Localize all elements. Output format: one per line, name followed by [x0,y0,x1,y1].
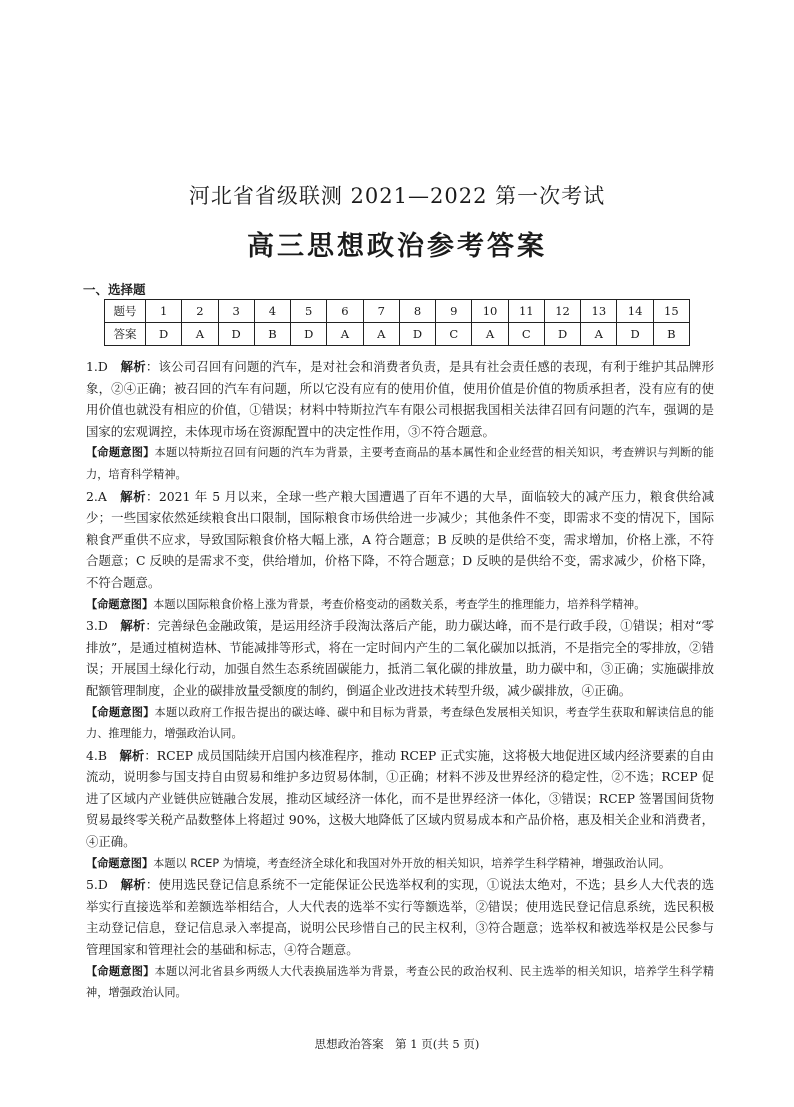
question-answer-key: 4.B [86,747,107,763]
analysis-text: ：完善绿色金融政策，是运用经济手段淘汰落后产能，助力碳达峰，而不是行政手段，①错误；相对“零排放”，是通过植树造林、节能减排等形式，将在一定时间内产生的二氧化碳加以抵消，不是指完全的零排放，②错误；开展国土绿化行动，加强自然生态系统固碳能力，抵消二氧化碳的排放量，助力碳中和，③正确；实施碳排放配额管理制度，企业的碳排放量受额度的制约，倒逼企业改进技术转型升级，减少碳排放，④正确。 [86,618,715,698]
question-answer-key: 1.D [86,359,108,374]
analysis-text: ：RCEP 成员国陆续开启国内核准程序，推动 RCEP 正式实施，这将极大地促进区域内经济要素的自由流动，说明参与国支持自由贸易和维护多边贸易体制，①正确；材料不涉及世界经济的稳定性，②不选；RCEP 促进了区域内产业链供应链融合发展，推动区域经济一体化，而不是世界经济一体化，③错误；RCEP 签署国间货物贸易最终零关税产品数整体上将超过 90%，这极大地降低了区域内贸易成本和产品价格，惠及相关企业和消费者，④正确。 [86,747,714,850]
question-answer-key: 3.D [86,618,108,634]
question-number-cell: 8 [399,300,435,323]
analysis-text: ：2021 年 5 月以来，全球一些产粮大国遭遇了百年不遇的大旱，面临较大的减产压力，粮食供给减少；一些国家依然延续粮食出口限制，国际粮食市场供给进一步减少；其他条件不变，即需求不变的情况下，国际粮食严重供不应求，导致国际粮食价格大幅上涨，A 符合题意；B 反映的是供给不变，需求增加，价格上涨，不符合题意；C 反映的是需求不变，供给增加，价格下降，不符合题意；D 反映的是供给不变，需求减少，价格下降，不符合题意。 [86,488,715,590]
answer-cell: D [291,323,327,346]
question-number-cell: 1 [146,300,182,323]
question-intent [86,442,714,485]
question-number-cell: 10 [472,300,508,323]
question-number-cell: 6 [327,300,363,323]
intent-text: 本题以特斯拉召回有问题的汽车为背景，主要考查商品的基本属性和企业经营的相关知识，考查辨识与判断的能力，培育科学精神。 [86,446,714,481]
answer-cell: D [146,323,182,346]
question-number-cell: 14 [617,300,653,323]
question-number-cell: 3 [218,300,254,323]
exam-title: 河北省省级联测 2021—2022 第一次考试 [188,184,606,208]
intent-tag: 【命题意图】 [86,856,154,870]
answer-cell: A [363,323,399,346]
answer-cell: B [653,323,689,346]
question-number-cell: 2 [182,300,218,323]
question-number-cell: 12 [544,300,580,323]
question-answer-key: 5.D [86,877,108,893]
intent-text: 本题以政府工作报告提出的碳达峰、碳中和目标为背景，考查绿色发展相关知识，考查学生获取和解读信息的能力、推理能力，增强政治认同。 [86,705,714,741]
intent-tag: 【命题意图】 [86,705,155,719]
question-number-cell: 7 [363,300,399,323]
answer-cell: D [617,323,653,346]
intent-text: 本题以河北省县乡两级人大代表换届选举为背景，考查公民的政治权利、民主选举的相关知识，培养学生科学精神，增强政治认同。 [86,964,714,1000]
answer-cell: C [436,323,472,346]
table-row-numbers [105,300,690,323]
answer-cell: D [544,323,580,346]
question-answer-key: 2.A [86,488,107,504]
analysis-label: 解析 [120,877,146,893]
analysis-text: ：该公司召回有问题的汽车，是对社会和消费者负责，是具有社会责任感的表现，有利于维护其品牌形象，②④正确；被召回的汽车有问题，所以它没有应有的使用价值，使用价值是价值的物质承担者，没有应有的使用价值也就没有相应的价值，①错误；材料中特斯拉汽车有限公司根据我国相关法律召回有问题的汽车，强调的是国家的宏观调控，未体现市场在资源配置中的决定性作用，③不符合题意。 [86,359,715,439]
question-explanation [86,486,714,594]
intent-tag: 【命题意图】 [86,964,155,978]
answer-cell: A [472,323,508,346]
analysis-label: 解析 [120,618,146,634]
answer-cell: D [218,323,254,346]
analysis-label: 解析 [120,359,146,374]
question-number-cell: 5 [291,300,327,323]
row-label: 题号 [105,300,146,323]
analysis-text: ：使用选民登记信息系统不一定能保证公民选举权利的实现，①说法太绝对，不选；县乡人大代表的选举实行直接选举和差额选举相结合，人大代表的选举不实行等额选举，②错误；使用选民登记信息系统，选民积极主动登记信息，登记信息录入率提高，说明公民珍惜自己的民主权利，③符合题意；选举权和被选举权是公民参与管理国家和管理社会的基础和标志，④符合题意。 [86,877,715,958]
question-number-cell: 13 [581,300,617,323]
answer-cell: D [399,323,435,346]
question-explanation [86,615,714,701]
question-intent [86,961,714,1004]
answer-cell: A [182,323,218,346]
answer-cell: A [327,323,363,346]
explanations [86,356,714,1004]
question-number-cell: 9 [436,300,472,323]
question-number-cell: 15 [653,300,689,323]
answer-cell: A [581,323,617,346]
answer-cell: C [508,323,544,346]
analysis-label: 解析 [120,488,146,504]
question-intent [86,594,714,616]
section-heading: 一、选择题 [83,282,146,297]
table-row-answers [105,323,690,346]
question-number-cell: 11 [508,300,544,323]
answer-cell: B [254,323,290,346]
page-footer: 思想政治答案 第 1 页(共 5 页) [314,1037,480,1051]
intent-tag: 【命题意图】 [86,597,154,611]
question-explanation [86,356,714,442]
answer-table [104,299,690,346]
analysis-label: 解析 [119,747,145,763]
question-explanation [86,745,714,853]
question-intent [86,702,714,745]
intent-text: 本题以国际粮食价格上涨为背景，考查价格变动的函数关系，考查学生的推理能力，培养科学精神。 [153,597,646,611]
question-explanation [86,874,714,960]
page-title: 高三思想政治参考答案 [247,231,547,262]
row-label: 答案 [105,323,146,346]
question-intent [86,853,714,875]
intent-tag: 【命题意图】 [86,446,155,460]
question-number-cell: 4 [254,300,290,323]
intent-text: 本题以 RCEP 为情境，考查经济全球化和我国对外开放的相关知识，培养学生科学精神，增强政治认同。 [153,856,671,870]
